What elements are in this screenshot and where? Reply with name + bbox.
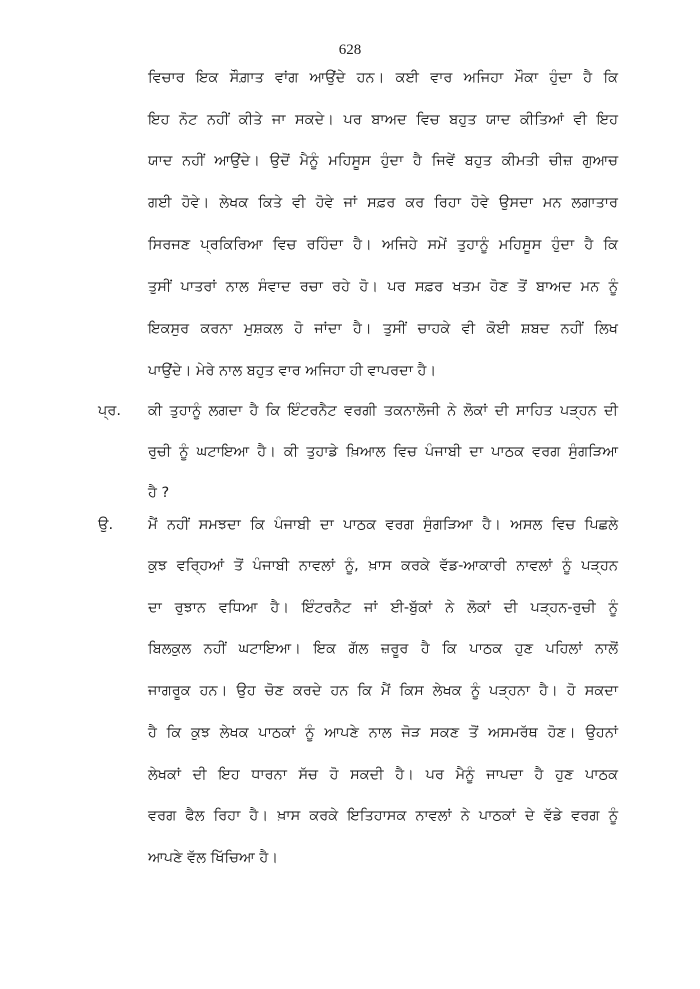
question-marker: ਪ੍ਰ. <box>98 403 121 419</box>
answer-line: ਮੈਂ ਨਹੀਂ ਸਮਝਦਾ ਕਿ ਪੰਜਾਬੀ ਦਾ ਪਾਠਕ ਵਰਗ ਸੁੰਗੜਿਆ ਹੈ। ਅਸਲ ਵਿਚ ਪਿਛਲੇ <box>148 517 618 533</box>
text-line: ਗਈ ਹੋਵੇ। ਲੇਖਕ ਕਿਤੇ ਵੀ ਹੋਵੇ ਜਾਂ ਸਫ਼ਰ ਕਰ ਰਿਹਾ ਹੋਵੇ ਉਸਦਾ ਮਨ ਲਗਾਤਾਰ <box>148 195 618 211</box>
text-line: ਸਿਰਜਣ ਪ੍ਰਕਿਰਿਆ ਵਿਚ ਰਹਿੰਦਾ ਹੈ। ਅਜਿਹੇ ਸਮੇਂ ਤੁਹਾਨੂੰ ਮਹਿਸੂਸ ਹੁੰਦਾ ਹੈ ਕਿ <box>148 237 618 253</box>
answer-line: ਹੈ ਕਿ ਕੁਝ ਲੇਖਕ ਪਾਠਕਾਂ ਨੂੰ ਆਪਣੇ ਨਾਲ ਜੋੜ ਸਕਣ ਤੋਂ ਅਸਮਰੱਥ ਹੋਣ। ਉਹਨਾਂ <box>148 725 618 741</box>
text-line: ਇਕਸੁਰ ਕਰਨਾ ਮੁਸ਼ਕਲ ਹੋ ਜਾਂਦਾ ਹੈ। ਤੁਸੀਂ ਚਾਹਕੇ ਵੀ ਕੋਈ ਸ਼ਬਦ ਨਹੀਂ ਲਿਖ <box>148 321 618 337</box>
page-number: 628 <box>338 42 362 58</box>
text-line: ਇਹ ਨੋਟ ਨਹੀਂ ਕੀਤੇ ਜਾ ਸਕਦੇ। ਪਰ ਬਾਅਦ ਵਿਚ ਬਹੁਤ ਯਾਦ ਕੀਤਿਆਂ ਵੀ ਇਹ <box>148 112 618 128</box>
text-line: ਵਿਚਾਰ ਇਕ ਸੌਗ਼ਾਤ ਵਾਂਗ ਆਉਂਦੇ ਹਨ। ਕਈ ਵਾਰ ਅਜਿਹਾ ਮੌਕਾ ਹੁੰਦਾ ਹੈ ਕਿ <box>148 70 618 86</box>
text-line: ਯਾਦ ਨਹੀਂ ਆਉਂਦੇ। ਉਦੋਂ ਮੈਨੂੰ ਮਹਿਸੂਸ ਹੁੰਦਾ ਹੈ ਜਿਵੇਂ ਬਹੁਤ ਕੀਮਤੀ ਚੀਜ਼ ਗੁਆਚ <box>148 153 618 169</box>
answer-marker: ਉ. <box>98 517 114 533</box>
answer-line: ਕੁਝ ਵਰ੍ਹਿਆਂ ਤੋਂ ਪੰਜਾਬੀ ਨਾਵਲਾਂ ਨੂੰ, ਖ਼ਾਸ ਕਰਕੇ ਵੱਡ-ਆਕਾਰੀ ਨਾਵਲਾਂ ਨੂੰ ਪੜ੍ਹਨ <box>148 558 618 574</box>
answer-line: ਜਾਗਰੂਕ ਹਨ। ਉਹ ਚੋਣ ਕਰਦੇ ਹਨ ਕਿ ਮੈਂ ਕਿਸ ਲੇਖਕ ਨੂੰ ਪੜ੍ਹਨਾ ਹੈ। ਹੋ ਸਕਦਾ <box>148 683 618 699</box>
question-line: ਹੈ ? <box>148 485 170 501</box>
answer-line: ਬਿਲਕੁਲ ਨਹੀਂ ਘਟਾਇਆ। ਇਕ ਗੱਲ ਜ਼ਰੂਰ ਹੈ ਕਿ ਪਾਠਕ ਹੁਣ ਪਹਿਲਾਂ ਨਾਲੋਂ <box>148 641 618 657</box>
question-line: ਕੀ ਤੁਹਾਨੂੰ ਲਗਦਾ ਹੈ ਕਿ ਇੰਟਰਨੈਟ ਵਰਗੀ ਤਕਨਾਲੋਜੀ ਨੇ ਲੋਕਾਂ ਦੀ ਸਾਹਿਤ ਪੜ੍ਹਨ ਦੀ <box>148 403 618 419</box>
text-line: ਪਾਉਂਦੇ। ਮੇਰੇ ਨਾਲ ਬਹੁਤ ਵਾਰ ਅਜਿਹਾ ਹੀ ਵਾਪਰਦਾ ਹੈ। <box>148 363 437 379</box>
answer-line: ਦਾ ਰੁਝਾਨ ਵਧਿਆ ਹੈ। ਇੰਟਰਨੈਟ ਜਾਂ ਈ-ਬੁੱਕਾਂ ਨੇ ਲੋਕਾਂ ਦੀ ਪੜ੍ਹਨ-ਰੁਚੀ ਨੂੰ <box>148 600 618 616</box>
answer-line: ਵਰਗ ਫੈਲ ਰਿਹਾ ਹੈ। ਖ਼ਾਸ ਕਰਕੇ ਇਤਿਹਾਸਕ ਨਾਵਲਾਂ ਨੇ ਪਾਠਕਾਂ ਦੇ ਵੱਡੇ ਵਰਗ ਨੂੰ <box>148 808 618 824</box>
answer-line: ਲੇਖਕਾਂ ਦੀ ਇਹ ਧਾਰਨਾ ਸੱਚ ਹੋ ਸਕਦੀ ਹੈ। ਪਰ ਮੈਨੂੰ ਜਾਪਦਾ ਹੈ ਹੁਣ ਪਾਠਕ <box>148 767 618 783</box>
text-line: ਤੁਸੀਂ ਪਾਤਰਾਂ ਨਾਲ ਸੰਵਾਦ ਰਚਾ ਰਹੇ ਹੋ। ਪਰ ਸਫ਼ਰ ਖਤਮ ਹੋਣ ਤੋਂ ਬਾਅਦ ਮਨ ਨੂੰ <box>148 279 618 295</box>
question-line: ਰੁਚੀ ਨੂੰ ਘਟਾਇਆ ਹੈ। ਕੀ ਤੁਹਾਡੇ ਖ਼ਿਆਲ ਵਿਚ ਪੰਜਾਬੀ ਦਾ ਪਾਠਕ ਵਰਗ ਸੁੰਗੜਿਆ <box>148 444 618 460</box>
answer-line: ਆਪਣੇ ਵੱਲ ਖਿੱਚਿਆ ਹੈ। <box>148 850 279 866</box>
